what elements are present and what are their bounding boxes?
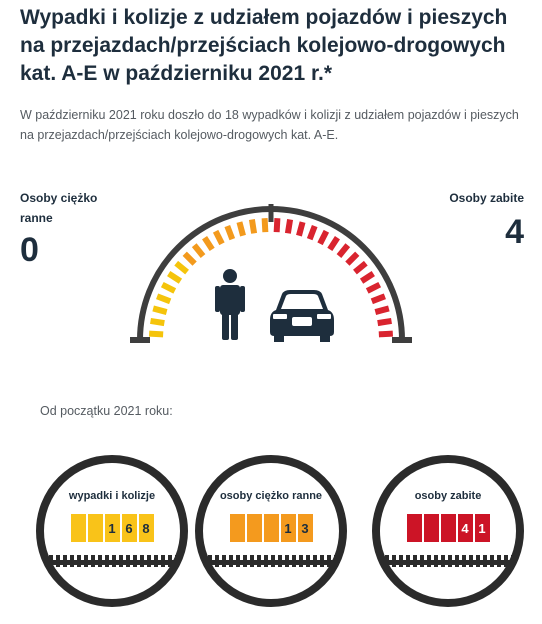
rail-sleeper bbox=[271, 555, 275, 567]
rail-sleeper bbox=[56, 555, 60, 567]
counter-digits bbox=[33, 514, 191, 542]
gauge-tick bbox=[320, 231, 326, 243]
rail-sleeper bbox=[236, 555, 240, 567]
rail-sleeper bbox=[91, 555, 95, 567]
injured-label: Osoby ciężko ranne bbox=[20, 191, 98, 225]
counter-digit bbox=[424, 514, 439, 542]
rail-sleeper bbox=[264, 555, 268, 567]
rail-sleeper bbox=[292, 555, 296, 567]
rail-sleeper bbox=[105, 555, 109, 567]
gauge-tick bbox=[216, 231, 222, 243]
gauge-tick bbox=[362, 274, 374, 282]
gauge-tick bbox=[299, 222, 303, 236]
rail-sleeper bbox=[306, 555, 310, 567]
rail-sleeper bbox=[334, 555, 338, 567]
rail-sleeper bbox=[243, 555, 247, 567]
gauge-tick bbox=[375, 308, 389, 312]
rail-sleeper bbox=[154, 555, 158, 567]
rail-sleeper bbox=[98, 555, 102, 567]
rail-sleeper bbox=[406, 555, 410, 567]
gauge-tick bbox=[149, 334, 163, 335]
gauge-tick bbox=[153, 308, 167, 312]
gauge-tick bbox=[185, 254, 195, 264]
counter-digits bbox=[369, 514, 527, 542]
gauge bbox=[126, 198, 416, 348]
page-title: Wypadki i kolizje z udziałem pojazdów i pieszych na przejazdach/przejściach kolejowo-drogowych kat. A-E w październiku 2021 r.* bbox=[20, 6, 508, 85]
gauge-tick bbox=[252, 220, 254, 234]
gauge-tick bbox=[239, 222, 243, 236]
counter-injured bbox=[192, 452, 350, 610]
counter-label: osoby zabite bbox=[414, 490, 482, 502]
counter-accidents bbox=[33, 452, 191, 610]
rail-sleeper bbox=[511, 555, 515, 567]
rail-sleeper bbox=[257, 555, 261, 567]
rail-sleeper bbox=[84, 555, 88, 567]
counter-label: wypadki i kolizje bbox=[68, 490, 156, 502]
rail-sleeper bbox=[222, 555, 226, 567]
lead-paragraph: W październiku 2021 roku doszło do 18 wypadków i kolizji z udziałem pojazdów i pieszych na przejazdach/przejściach kolejowo-drogowych kat. A-E. bbox=[20, 108, 519, 142]
rail-sleeper bbox=[490, 555, 494, 567]
gauge-tick bbox=[339, 245, 348, 256]
rail-sleeper bbox=[299, 555, 303, 567]
car-icon bbox=[270, 290, 334, 342]
rail-sleeper bbox=[497, 555, 501, 567]
killed-value: 4 bbox=[505, 213, 524, 251]
rail-sleeper bbox=[413, 555, 417, 567]
counter-digit: 4 bbox=[458, 514, 473, 542]
rail-sleeper bbox=[392, 555, 396, 567]
rail-sleeper bbox=[313, 555, 317, 567]
gauge-tick bbox=[205, 238, 213, 250]
rail-sleeper bbox=[112, 555, 116, 567]
counter-digit bbox=[88, 514, 103, 542]
counter-label: osoby ciężko ranne bbox=[219, 490, 323, 502]
gauge-tick bbox=[176, 263, 187, 272]
counter-digits bbox=[192, 514, 350, 542]
counter-digit bbox=[407, 514, 422, 542]
gauge-tick bbox=[347, 254, 357, 264]
rail-sleeper bbox=[70, 555, 74, 567]
rail-sleeper bbox=[161, 555, 165, 567]
counter-digit: 1 bbox=[281, 514, 296, 542]
rail-sleeper bbox=[455, 555, 459, 567]
rail-sleeper bbox=[462, 555, 466, 567]
rail-sleeper bbox=[208, 555, 212, 567]
counter-digit bbox=[264, 514, 279, 542]
rail-sleeper bbox=[434, 555, 438, 567]
person-icon bbox=[215, 269, 245, 340]
gauge-tick bbox=[162, 285, 174, 291]
rail-sleeper bbox=[420, 555, 424, 567]
rail-sleeper bbox=[476, 555, 480, 567]
gauge-tick bbox=[379, 334, 393, 335]
gauge-tick bbox=[330, 238, 338, 250]
rail-sleeper bbox=[168, 555, 172, 567]
rail-sleeper bbox=[63, 555, 67, 567]
rail-sleeper bbox=[285, 555, 289, 567]
rail-sleeper bbox=[147, 555, 151, 567]
rail-sleeper bbox=[399, 555, 403, 567]
gauge-tick bbox=[367, 285, 379, 291]
counter-digit: 3 bbox=[298, 514, 313, 542]
rail-sleeper bbox=[320, 555, 324, 567]
rail-sleeper bbox=[469, 555, 473, 567]
gauge-tick bbox=[355, 263, 366, 272]
rail-sleeper bbox=[385, 555, 389, 567]
rail-sleeper bbox=[229, 555, 233, 567]
gauge-tick bbox=[277, 218, 278, 232]
gauge-tick bbox=[157, 296, 170, 301]
counter-digit: 1 bbox=[475, 514, 490, 542]
rail-sleeper bbox=[483, 555, 487, 567]
rail-sleeper bbox=[278, 555, 282, 567]
gauge-tick bbox=[372, 296, 385, 301]
gauge-tick bbox=[378, 321, 392, 323]
gauge-tick bbox=[310, 226, 315, 239]
gauge-tick bbox=[265, 218, 266, 232]
rail-sleeper bbox=[250, 555, 254, 567]
rail-sleeper bbox=[448, 555, 452, 567]
counter-killed bbox=[369, 452, 527, 610]
killed-label: Osoby zabite bbox=[449, 191, 524, 205]
injured-value: 0 bbox=[20, 231, 39, 269]
rail-sleeper bbox=[140, 555, 144, 567]
rail-sleeper bbox=[327, 555, 331, 567]
rail-sleeper bbox=[215, 555, 219, 567]
counter-digit bbox=[247, 514, 262, 542]
since-label: Od początku 2021 roku: bbox=[40, 404, 173, 418]
gauge-tick bbox=[151, 321, 165, 323]
gauge-tick bbox=[227, 226, 232, 239]
counter-digit bbox=[441, 514, 456, 542]
gauge-tick bbox=[169, 274, 181, 282]
rail-sleeper bbox=[441, 555, 445, 567]
rail-sleeper bbox=[126, 555, 130, 567]
counter-digit: 8 bbox=[139, 514, 154, 542]
rail-sleeper bbox=[427, 555, 431, 567]
rail-sleeper bbox=[49, 555, 53, 567]
counter-digit bbox=[230, 514, 245, 542]
rail-sleeper bbox=[133, 555, 137, 567]
counter-digit bbox=[71, 514, 86, 542]
rail-sleeper bbox=[77, 555, 81, 567]
counter-digit: 6 bbox=[122, 514, 137, 542]
rail-sleeper bbox=[504, 555, 508, 567]
gauge-tick bbox=[194, 245, 203, 256]
gauge-tick bbox=[288, 220, 290, 234]
rail-sleeper bbox=[119, 555, 123, 567]
rail-sleeper bbox=[175, 555, 179, 567]
counter-digit: 1 bbox=[105, 514, 120, 542]
